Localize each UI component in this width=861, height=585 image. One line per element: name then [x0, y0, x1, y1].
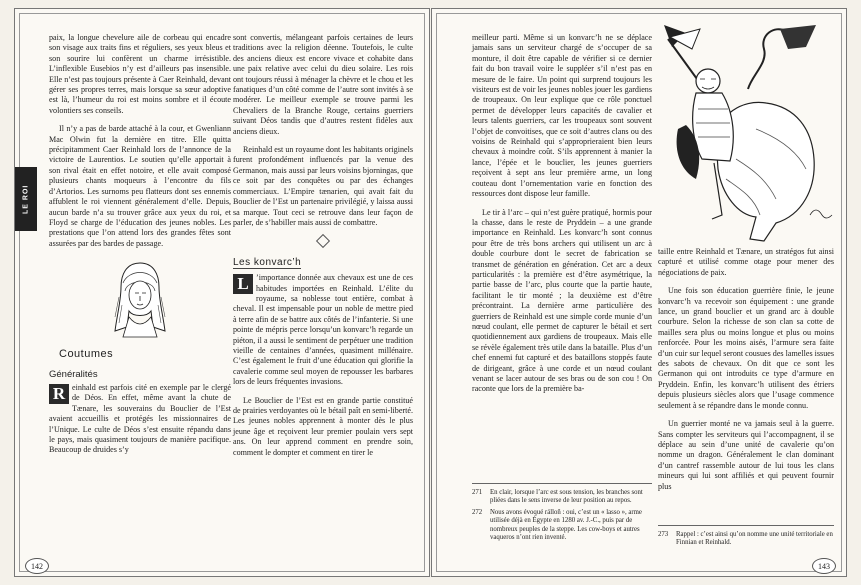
left-page — [14, 8, 430, 577]
page-number: 142 — [25, 558, 49, 574]
paragraph: Il n’y a pas de barde attaché à la cour, et Gwenliann Mac Olwin fut la dernière en titre. Elle quitta précipitamment Caer Reinhald lors de l’annonce de la victoire de Laurentios. Le soutien qu’elle apportait à son rival était en effet notoire, et elle avait composé plusieurs chants moqueurs à l’encontre du fils d’Artorios. Les surnoms peu flatteurs dont ses ennemis affublent le roi viennent généralement d’elle. Depuis, aucun barde n’a su trouver grâce aux yeux du roi, et Floyd se charge de l’éducation des jeunes nobles. Les prestations que l’on attend lors des grandes fêtes sont assurées par des bardes de passage. — [49, 124, 231, 248]
right-column-2 — [658, 247, 834, 500]
mounted-warrior-illustration — [656, 19, 836, 243]
paragraph: paix, la longue chevelure aile de corbeau qui encadre son visage aux traits fins et réguliers, ses yeux bleus et son sourire lui confèrent un charme irrésistible. L’inflexible Eusebios n’y est d’ailleurs pas insensible. Elle n’est pas toujours présente à Caer Reinhald, devant gérer ses propres terres, mais lorsque sa sœur adoptive est là, l’humeur du roi est moins sombre et il écoute volontiers ses conseils. — [49, 33, 231, 115]
left-column-1 — [49, 33, 231, 464]
chapter-side-tab: LE ROI — [15, 167, 37, 231]
paragraph: L ’importance donnée aux chevaux est une de ces habitudes importées en Reinhald. L’élite du royaume, sa noblesse tout entière, combat à cheval. Il est impensable pour un noble de mettre pied à terre afin de se battre aux côtés de l’infanterie. Si une pointe de mépris perce lorsqu’un konvarc’h regarde un piéton, il a aussi le sentiment de perpétuer une tradition vieille de centaines d’années, quasiment millénaire. C’est également le fruit d’une éducation qui glorifie la cavalerie comme seul moyen de repousser les barbares lors de leurs fréquentes invasions. — [233, 273, 413, 387]
paragraph: Le tir à l’arc – qui n’est guère pratiqué, hormis pour la chasse, dans le reste de Pryddein – a une grande importance en Reinhald. Les konvarc’h sont connus pour être de très bons archers qui utilisent un arc à double courbure dont le secret de fabrication se transmet de génération en génération. Cet arc a deux particularités : la première est d’être asymétrique, la partie basse de l’arc, plus courte que la partie haute, facilitant le tir monté ; la deuxième est d’être précontraint. La dernière arme particulière des guerriers de Reinhald est une simple corde munie d’un nœud coulant, elle permet de capturer le bétail et sert quotidiennement aux gardiens de troupeaux. Mais elle se révèle également très utile dans la bataille. Plus d’un chef ennemi fut capturé et des bataillons stoppés faute de dirigeant, grâce à une corde et un nœud coulant venant se lacer autour de ses bras ou de son cou ! On raconte que lors de la première ba- — [472, 207, 652, 394]
footnote: 273 Rappel : c’est ainsi qu’on nomme une unité territoriale en Finnian et Reinhald. — [658, 531, 833, 547]
section-heading-konvarch: Les konvarc’h — [233, 256, 302, 268]
footnote: 272 Nous avons évoqué rálloñ : oui, c’est un « lasso », arme utilisée déjà en Égypte en 1280 av. J.-C., puis par de nombreux peuples de la steppe. Les cow-boys et autres vaqueros n’ont rien inventé. — [472, 508, 642, 542]
paragraph: taille entre Reinhald et Tænare, un stratégos fut ainsi capturé et utilisé comme otage pour mener des négociations de paix. — [658, 247, 834, 277]
footnotes — [658, 525, 834, 551]
subsection-heading-generalites: Généralités — [49, 368, 98, 380]
left-column-2 — [233, 33, 413, 466]
portrait-block — [49, 257, 231, 349]
paragraph: Un guerrier monté ne va jamais seul à la guerre. Sans compter les serviteurs qui l’accompagnent, il se déplace au sein d’une unité de cavalerie qu’on nomme un dragon. Généralement le clan dominant d’un cantref rassemble autour de lui tous les clans mineurs qui lui sont affiliés et qui peuvent fournir plus — [658, 419, 834, 491]
right-column-1 — [472, 33, 652, 403]
paragraph: sont convertis, mélangeant parfois certaines de leurs traditions avec la religion déenne. Toutefois, le culte des anciens dieux est encore vivace et cohabite dans une paix relative avec celui du dieu solaire. Les rois ont toujours réussi à ménager la chèvre et le chou et les fanatiques d’un côté comme de l’autre sont invités à se modérer. Le meilleur exemple se trouve parmi les Chevaliers de la Branche Rouge, certains guerriers suivant Déos tandis que d’autres restent fidèles aux anciens dieux. — [233, 33, 413, 136]
section-ornament — [233, 236, 413, 249]
right-page — [431, 8, 847, 577]
section-heading-coutumes: Coutumes — [59, 348, 114, 361]
woman-portrait-illustration — [111, 257, 169, 339]
page-number: 143 — [812, 558, 836, 574]
paragraph: R einhald est parfois cité en exemple par le clergé de Déos. En effet, même avant la chute de Tænare, les souverains du Bouclier de l’Est avaient accueillis et protégés les missionnaires de l’Unique. Le culte de Déos s’est ensuite répandu dans le pays, mais quasiment toujours de manière pacifique. Beaucoup de druides s’y — [49, 382, 231, 455]
paragraph: meilleur parti. Même si un konvarc’h ne se déplace jamais sans un serviteur chargé de s’occuper de sa monture, il doit être capable de vérifier si ce dernier fait du bon travail voire le suppléer s’il n’est pas en mesure de le faire. Un point qui surprend toujours les visiteurs est de voir les jeunes nobles jouer les gardiens de troupeaux. On leur explique que ce rôle ponctuel permet de développer leurs capacités de cavalier et leurs talents guerriers, car les troupeaux sont souvent l’objet de convoitises, que ce soit d’autres clans ou des voisins de Reinhald qui s’approprieraient bien leurs chevaux à moindre coût. S’ils apprennent à manier la lance, l’épée et le bouclier, les jeunes guerriers reçoivent à sept ans leur première arme, un long couteau dont l’ornementation varie en fonction des ressources dont dispose leur famille. — [472, 33, 652, 199]
footnotes — [472, 483, 652, 545]
drop-cap: R — [49, 384, 69, 404]
drop-cap: L — [233, 274, 253, 294]
footnote: 271 En clair, lorsque l’arc est sous tension, les branches sont pliées dans le sens inverse de leur position au repos. — [472, 489, 643, 505]
paragraph: Le Bouclier de l’Est est en grande partie constitué de prairies verdoyantes où le bétail paît en semi-liberté. Les jeunes nobles apprennent à monter dès le plus jeune âge et reçoivent leur premier poulain vers sept ans. On leur apprend comment en prendre soin, comment le dompter et comment en tirer le — [233, 395, 413, 457]
paragraph: Reinhald est un royaume dont les habitants originels furent profondément influencés par la venue des Germanon, mais aussi par leurs voisins bjorningas, que ce soit par des conquêtes ou par des échanges commerciaux. L’Empire tænarien, qui avait fait du Bouclier de l’Est un partenaire privilégié, y laissa aussi sa marque. Tout ceci se retrouve dans leur façon de parler, de s’habiller mais aussi de combattre. — [233, 145, 413, 227]
paragraph: Une fois son éducation guerrière finie, le jeune konvarc’h va recevoir son équipement : une grande lance, un grand bouclier et un grand arc à double courbure. Selon la richesse de son clan sa cotte de mailles sera plus ou moins longue et plus ou moins renforcée. Pour les moins aisés, l’armure sera faite d’un cuir sur lequel seront cousues des lamelles issues des sabots de chevaux. On dit que ce sont les Germanon qui ont introduits ce type d’armure en Pryddein. Enfin, les konvarc’h utilisent des étriers depuis plusieurs siècles alors que l’usage commence seulement à se répandre dans le monde connu. — [658, 286, 834, 410]
